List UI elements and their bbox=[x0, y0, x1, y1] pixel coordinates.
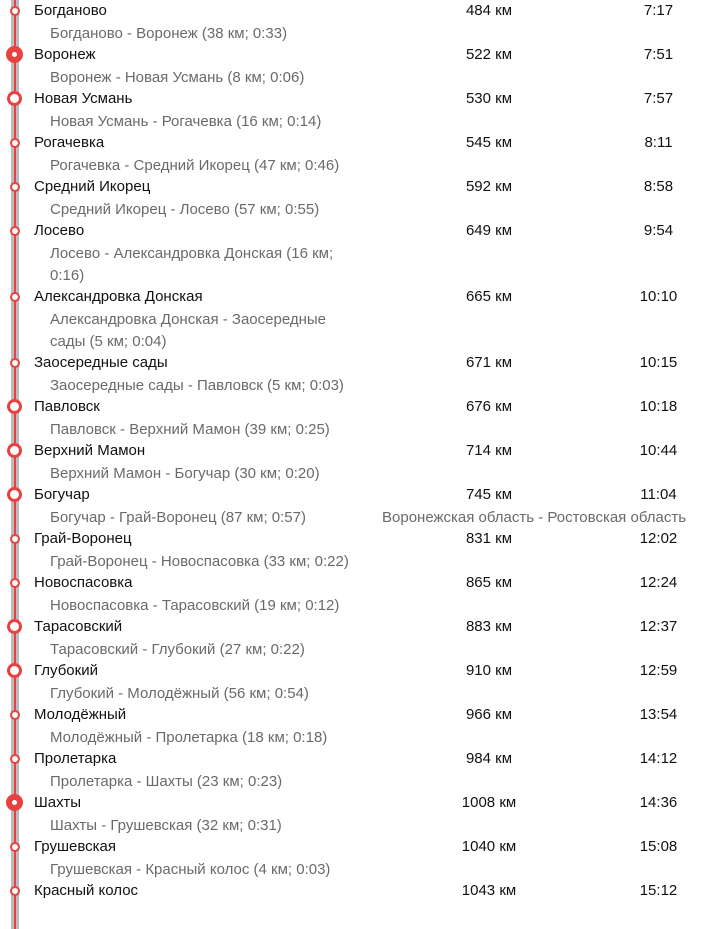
stop-distance: 649 км bbox=[465, 222, 513, 239]
stop-row bbox=[0, 825, 719, 878]
stop-row bbox=[0, 165, 719, 218]
stop-distance: 484 км bbox=[465, 2, 513, 19]
segment-info: Воронеж - Новая Усмань (8 км; 0:06) bbox=[50, 69, 305, 86]
stop-time: 7:57 bbox=[643, 90, 674, 107]
segment-info: Тарасовский - Глубокий (27 км; 0:22) bbox=[50, 641, 305, 658]
stop-distance: 865 км bbox=[465, 574, 513, 591]
segment-info: Верхний Мамон - Богучар (30 км; 0:20) bbox=[50, 465, 320, 482]
stop-row bbox=[0, 737, 719, 790]
stop-time: 12:59 bbox=[639, 662, 678, 679]
stop-row bbox=[0, 693, 719, 746]
stop-name[interactable]: Шахты bbox=[34, 794, 82, 811]
stop-marker-icon bbox=[10, 710, 20, 720]
stop-time: 9:54 bbox=[643, 222, 674, 239]
stop-row bbox=[0, 781, 719, 834]
segment-info: Богданово - Воронеж (38 км; 0:33) bbox=[50, 25, 288, 42]
stop-marker-icon bbox=[10, 6, 20, 16]
stop-marker-icon bbox=[10, 292, 20, 302]
stop-name[interactable]: Павловск bbox=[34, 398, 100, 415]
region-border-note: Воронежская область - Ростовская область bbox=[382, 509, 687, 526]
stop-name[interactable]: Лосево bbox=[34, 222, 85, 239]
stop-name[interactable]: Грай-Воронец bbox=[34, 530, 132, 547]
stop-time: 15:12 bbox=[639, 882, 678, 899]
stop-row bbox=[0, 121, 719, 174]
stop-distance: 883 км bbox=[465, 618, 513, 635]
stop-time: 11:04 bbox=[640, 486, 677, 503]
stop-marker-icon bbox=[7, 619, 22, 634]
stop-row bbox=[0, 473, 719, 526]
stop-time: 10:44 bbox=[639, 442, 678, 459]
stop-row bbox=[0, 77, 719, 130]
stop-time: 12:37 bbox=[639, 618, 678, 635]
major-stop-marker-icon bbox=[6, 46, 23, 63]
stop-row bbox=[0, 341, 719, 394]
stop-distance: 1008 км bbox=[461, 794, 517, 811]
stop-row bbox=[0, 561, 719, 614]
stop-time: 10:10 bbox=[639, 288, 678, 305]
stop-name[interactable]: Богучар bbox=[34, 486, 90, 503]
stop-name[interactable]: Молодёжный bbox=[34, 706, 127, 723]
stop-marker-icon bbox=[7, 399, 22, 414]
stop-marker-icon bbox=[10, 138, 20, 148]
stop-row bbox=[0, 33, 719, 86]
stop-time: 15:08 bbox=[639, 838, 678, 855]
segment-info: Глубокий - Молодёжный (56 км; 0:54) bbox=[50, 685, 309, 702]
segment-info: Заосередные сады - Павловск (5 км; 0:03) bbox=[50, 377, 344, 394]
stop-row bbox=[0, 385, 719, 438]
stop-marker-icon bbox=[7, 663, 22, 678]
stop-row bbox=[0, 209, 719, 284]
stop-name[interactable]: Глубокий bbox=[34, 662, 98, 679]
stop-time: 12:24 bbox=[639, 574, 678, 591]
segment-info: Павловск - Верхний Мамон (39 км; 0:25) bbox=[50, 421, 330, 438]
stop-name[interactable]: Александровка Донская bbox=[34, 288, 203, 305]
stop-marker-icon bbox=[7, 91, 22, 106]
stop-distance: 966 км bbox=[465, 706, 513, 723]
stop-row bbox=[0, 869, 719, 913]
stop-time: 10:15 bbox=[639, 354, 678, 371]
stop-distance: 671 км bbox=[465, 354, 513, 371]
stop-time: 8:11 bbox=[644, 134, 673, 151]
major-stop-marker-icon bbox=[6, 794, 23, 811]
stop-marker-icon bbox=[10, 578, 20, 588]
segment-info: Пролетарка - Шахты (23 км; 0:23) bbox=[50, 773, 283, 790]
stop-distance: 545 км bbox=[465, 134, 513, 151]
stop-name[interactable]: Воронеж bbox=[34, 46, 96, 63]
stop-name[interactable]: Пролетарка bbox=[34, 750, 117, 767]
stop-distance: 592 км bbox=[465, 178, 513, 195]
stop-distance: 745 км bbox=[465, 486, 513, 503]
stop-row bbox=[0, 0, 719, 42]
segment-info: Молодёжный - Пролетарка (18 км; 0:18) bbox=[50, 729, 328, 746]
stop-marker-icon bbox=[10, 754, 20, 764]
segment-info: Средний Икорец - Лосево (57 км; 0:55) bbox=[50, 201, 320, 218]
stop-distance: 522 км bbox=[465, 46, 513, 63]
stop-row bbox=[0, 517, 719, 570]
stop-time: 14:12 bbox=[639, 750, 678, 767]
stop-name[interactable]: Богданово bbox=[34, 2, 107, 19]
stop-time: 14:36 bbox=[639, 794, 678, 811]
stop-distance: 831 км bbox=[465, 530, 513, 547]
stop-distance: 530 км bbox=[465, 90, 513, 107]
stop-time: 7:17 bbox=[643, 2, 674, 19]
segment-info: Шахты - Грушевская (32 км; 0:31) bbox=[50, 817, 282, 834]
stop-distance: 910 км bbox=[465, 662, 513, 679]
stop-row bbox=[0, 649, 719, 702]
stop-marker-icon bbox=[10, 534, 20, 544]
stop-distance: 1043 км bbox=[461, 882, 517, 899]
stop-time: 8:58 bbox=[643, 178, 674, 195]
stop-name[interactable]: Средний Икорец bbox=[34, 178, 151, 195]
stop-name[interactable]: Новая Усмань bbox=[34, 90, 133, 107]
stop-marker-icon bbox=[7, 443, 22, 458]
stop-distance: 665 км bbox=[465, 288, 513, 305]
segment-info: Александровка Донская - Заосередные сады (5 км; 0:04) bbox=[50, 311, 327, 350]
segment-info: Грушевская - Красный колос (4 км; 0:03) bbox=[50, 861, 331, 878]
stop-row bbox=[0, 275, 719, 350]
segment-info: Грай-Воронец - Новоспасовка (33 км; 0:22) bbox=[50, 553, 349, 570]
segment-info: Новоспасовка - Тарасовский (19 км; 0:12) bbox=[50, 597, 340, 614]
segment-info: Лосево - Александровка Донская (16 км; 0:16) bbox=[50, 245, 334, 284]
stop-marker-icon bbox=[10, 842, 20, 852]
segment-info: Новая Усмань - Рогачевка (16 км; 0:14) bbox=[50, 113, 322, 130]
stop-name[interactable]: Грушевская bbox=[34, 838, 116, 855]
stop-time: 10:18 bbox=[639, 398, 678, 415]
stop-distance: 714 км bbox=[465, 442, 513, 459]
stop-time: 12:02 bbox=[639, 530, 678, 547]
segment-info: Рогачевка - Средний Икорец (47 км; 0:46) bbox=[50, 157, 340, 174]
stop-marker-icon bbox=[10, 886, 20, 896]
stop-name[interactable]: Заосередные сады bbox=[34, 354, 168, 371]
stop-marker-icon bbox=[7, 487, 22, 502]
segment-info: Богучар - Грай-Воронец (87 км; 0:57) bbox=[50, 509, 306, 526]
stop-time: 7:51 bbox=[643, 46, 674, 63]
stop-distance: 1040 км bbox=[461, 838, 517, 855]
stop-name[interactable]: Рогачевка bbox=[34, 134, 105, 151]
stop-name[interactable]: Тарасовский bbox=[34, 618, 123, 635]
stop-row bbox=[0, 429, 719, 482]
stop-distance: 984 км bbox=[465, 750, 513, 767]
stop-time: 13:54 bbox=[639, 706, 678, 723]
stop-marker-icon bbox=[10, 182, 20, 192]
stop-name[interactable]: Верхний Мамон bbox=[34, 442, 146, 459]
stop-row bbox=[0, 605, 719, 658]
stop-name[interactable]: Новоспасовка bbox=[34, 574, 133, 591]
stop-marker-icon bbox=[10, 358, 20, 368]
stop-name[interactable]: Красный колос bbox=[34, 882, 139, 899]
stop-marker-icon bbox=[10, 226, 20, 236]
stop-distance: 676 км bbox=[465, 398, 513, 415]
